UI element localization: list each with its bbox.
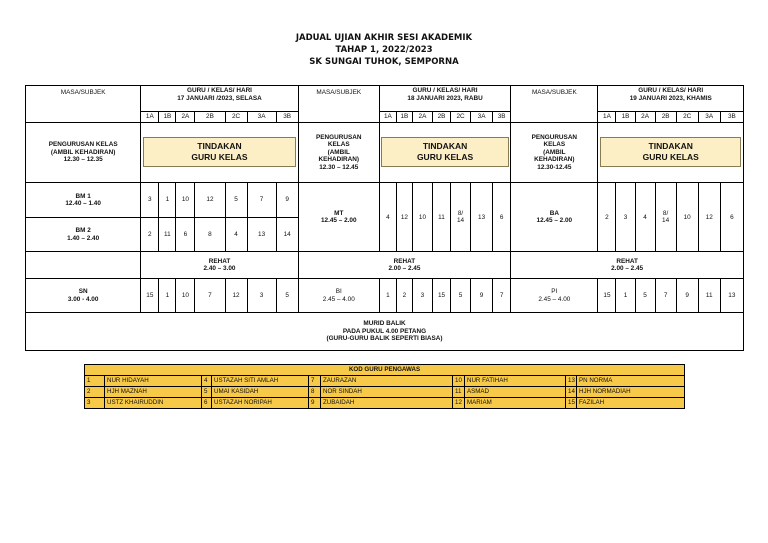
kod-teacher-name: ZUBAIDAH — [321, 398, 453, 409]
kod-number: 8 — [309, 387, 321, 398]
class-code-khamis-3b: 3B — [720, 112, 743, 122]
kod-teacher-name: ZAURAZAN — [321, 376, 453, 387]
kod-number: 6 — [202, 398, 212, 409]
kod-number: 13 — [566, 376, 577, 387]
teacher-code-cell: 8/ 14 — [451, 183, 471, 252]
class-code-selasa-2a: 2A — [176, 112, 195, 122]
class-code-selasa-1b: 1B — [159, 112, 176, 122]
teacher-code-cell: 2 — [598, 183, 616, 252]
subject-bi: BI 2.45 – 4.00 — [298, 278, 379, 313]
teacher-code-cell: 6 — [176, 217, 195, 252]
kod-teacher-name: MARIAM — [465, 398, 566, 409]
class-code-rabu-2b: 2B — [432, 112, 450, 122]
kod-teacher-name: USTZ KHAIRUDDIN — [105, 398, 202, 409]
teacher-code-cell: 5 — [225, 183, 247, 218]
class-code-khamis-2a: 2A — [635, 112, 655, 122]
class-code-khamis-3a: 3A — [698, 112, 720, 122]
teacher-code-cell: 10 — [676, 183, 698, 252]
teacher-code-cell: 8/ 14 — [655, 183, 676, 252]
pengurusan-kelas-rabu: PENGURUSAN KELAS (AMBIL KEHADIRAN) 12.30 – 12.45 — [298, 122, 379, 183]
day-header-selasa: GURU / KELAS/ HARI 17 JANUARI /2023, SELASA — [141, 86, 298, 112]
kod-teacher-name: PN NORMA — [577, 376, 685, 387]
teacher-code-cell: 6 — [493, 183, 511, 252]
day-header-rabu: GURU / KELAS/ HARI 18 JANUARI 2023, RABU — [379, 86, 510, 112]
subject-ba: BA 12.45 – 2.00 — [511, 183, 598, 252]
teacher-code-cell: 8 — [195, 217, 225, 252]
teacher-code-cell: 5 — [635, 278, 655, 313]
subject-bm-2: BM 2 1.40 – 2.40 — [26, 217, 141, 252]
teacher-code-cell: 13 — [247, 217, 276, 252]
kod-teacher-name: NUR HIDAYAH — [105, 376, 202, 387]
teacher-code-cell: 10 — [176, 278, 195, 313]
teacher-code-cell: 3 — [141, 183, 159, 218]
kod-guru-pengawas-title: KOD GURU PENGAWAS — [85, 365, 685, 376]
document-title: JADUAL UJIAN AKHIR SESI AKADEMIK — [295, 33, 473, 43]
teacher-code-cell: 2 — [141, 217, 159, 252]
teacher-code-cell: 11 — [432, 183, 450, 252]
teacher-code-cell: 15 — [598, 278, 616, 313]
tindakan-guru-kelas-box: TINDAKAN GURU KELAS — [381, 137, 508, 167]
class-code-rabu-2c: 2C — [451, 112, 471, 122]
class-code-rabu-2a: 2A — [412, 112, 432, 122]
subject-sn: SN 3.00 - 4.00 — [26, 278, 141, 313]
teacher-code-cell: 12 — [225, 278, 247, 313]
class-code-khamis-2c: 2C — [676, 112, 698, 122]
teacher-code-cell: 5 — [276, 278, 298, 313]
masa-subjek-header-selasa: MASA/SUBJEK — [26, 86, 141, 123]
rehat-khamis: REHAT 2.00 – 2.45 — [511, 252, 744, 278]
kod-number: 11 — [453, 387, 465, 398]
teacher-code-cell: 11 — [159, 217, 176, 252]
teacher-code-cell: 4 — [635, 183, 655, 252]
class-code-selasa-2b: 2B — [195, 112, 225, 122]
kod-number: 9 — [309, 398, 321, 409]
class-code-khamis-1a: 1A — [598, 112, 616, 122]
teacher-code-cell: 15 — [141, 278, 159, 313]
school-name: SK SUNGAI TUHOK, SEMPORNA — [309, 57, 459, 67]
class-code-rabu-1b: 1B — [396, 112, 412, 122]
masa-subjek-header-khamis: MASA/SUBJEK — [511, 86, 598, 123]
kod-number: 2 — [85, 387, 105, 398]
teacher-code-cell: 4 — [379, 183, 396, 252]
kod-number: 15 — [566, 398, 577, 409]
invigilator-code-table — [84, 364, 685, 409]
rehat-selasa: REHAT 2.40 – 3.00 — [141, 252, 298, 278]
teacher-code-cell: 9 — [676, 278, 698, 313]
tindakan-guru-kelas-box: TINDAKAN GURU KELAS — [600, 137, 741, 167]
class-code-khamis-2b: 2B — [655, 112, 676, 122]
pengurusan-kelas-khamis: PENGURUSAN KELAS (AMBIL KEHADIRAN) 12.30-12.45 — [511, 122, 598, 183]
teacher-code-cell: 7 — [493, 278, 511, 313]
kod-number: 4 — [202, 376, 212, 387]
teacher-code-cell: 2 — [396, 278, 412, 313]
teacher-code-cell: 12 — [698, 183, 720, 252]
kod-number: 10 — [453, 376, 465, 387]
kod-teacher-name: ASMAD — [465, 387, 566, 398]
class-code-rabu-3b: 3B — [493, 112, 511, 122]
rehat-spacer-selasa — [26, 252, 141, 278]
day-header-khamis: GURU / KELAS/ HARI 19 JANUARI 2023, KHAMIS — [598, 86, 744, 112]
teacher-code-cell: 7 — [195, 278, 225, 313]
teacher-code-cell: 1 — [159, 278, 176, 313]
teacher-code-cell: 9 — [471, 278, 493, 313]
teacher-code-cell: 14 — [276, 217, 298, 252]
subject-mt: MT 12.45 – 2.00 — [298, 183, 379, 252]
teacher-code-cell: 12 — [396, 183, 412, 252]
kod-number: 7 — [309, 376, 321, 387]
tindakan-cell-khamis — [598, 122, 744, 183]
kod-teacher-name: NOR SINDAH — [321, 387, 453, 398]
class-code-khamis-1b: 1B — [616, 112, 635, 122]
kod-teacher-name: HJH NORMADIAH — [577, 387, 685, 398]
teacher-code-cell: 15 — [432, 278, 450, 313]
masa-subjek-header-rabu: MASA/SUBJEK — [298, 86, 379, 123]
document-subtitle: TAHAP 1, 2022/2023 — [335, 45, 433, 55]
tindakan-guru-kelas-box: TINDAKAN GURU KELAS — [143, 137, 295, 167]
kod-teacher-name: USTAZAH NORIPAH — [212, 398, 309, 409]
kod-number: 12 — [453, 398, 465, 409]
kod-number: 1 — [85, 376, 105, 387]
teacher-code-cell: 10 — [176, 183, 195, 218]
teacher-code-cell: 7 — [655, 278, 676, 313]
kod-number: 3 — [85, 398, 105, 409]
teacher-code-cell: 4 — [225, 217, 247, 252]
teacher-code-cell: 1 — [159, 183, 176, 218]
teacher-code-cell: 10 — [412, 183, 432, 252]
class-code-selasa-3a: 3A — [247, 112, 276, 122]
teacher-code-cell: 13 — [720, 278, 743, 313]
teacher-code-cell: 9 — [276, 183, 298, 218]
class-code-selasa-1a: 1A — [141, 112, 159, 122]
class-code-rabu-1a: 1A — [379, 112, 396, 122]
kod-teacher-name: NUR FATIHAH — [465, 376, 566, 387]
class-code-rabu-3a: 3A — [471, 112, 493, 122]
kod-teacher-name: FAZILAH — [577, 398, 685, 409]
teacher-code-cell: 1 — [616, 278, 635, 313]
subject-pi: PI 2.45 – 4.00 — [511, 278, 598, 313]
kod-teacher-name: USTAZAH SITI AMLAH — [212, 376, 309, 387]
class-code-selasa-3b: 3B — [276, 112, 298, 122]
teacher-code-cell: 1 — [379, 278, 396, 313]
tindakan-cell-rabu — [379, 122, 510, 183]
teacher-code-cell: 3 — [247, 278, 276, 313]
teacher-code-cell: 12 — [195, 183, 225, 218]
teacher-code-cell: 6 — [720, 183, 743, 252]
footer-note: MURID BALIK PADA PUKUL 4.00 PETANG (GURU-GURU BALIK SEPERTI BIASA) — [26, 313, 744, 351]
teacher-code-cell: 3 — [412, 278, 432, 313]
kod-teacher-name: UMAI KASIDAH — [212, 387, 309, 398]
class-code-selasa-2c: 2C — [225, 112, 247, 122]
kod-teacher-name: HJH MAZNAH — [105, 387, 202, 398]
rehat-rabu: REHAT 2.00 – 2.45 — [298, 252, 511, 278]
kod-number: 5 — [202, 387, 212, 398]
exam-schedule-table — [25, 85, 744, 351]
tindakan-cell-selasa — [141, 122, 298, 183]
kod-number: 14 — [566, 387, 577, 398]
teacher-code-cell: 13 — [471, 183, 493, 252]
teacher-code-cell: 5 — [451, 278, 471, 313]
subject-bm-1: BM 1 12.40 – 1.40 — [26, 183, 141, 218]
teacher-code-cell: 11 — [698, 278, 720, 313]
teacher-code-cell: 7 — [247, 183, 276, 218]
pengurusan-kelas-selasa: PENGURUSAN KELAS (AMBIL KEHADIRAN) 12.30 – 12.35 — [26, 122, 141, 183]
teacher-code-cell: 3 — [616, 183, 635, 252]
